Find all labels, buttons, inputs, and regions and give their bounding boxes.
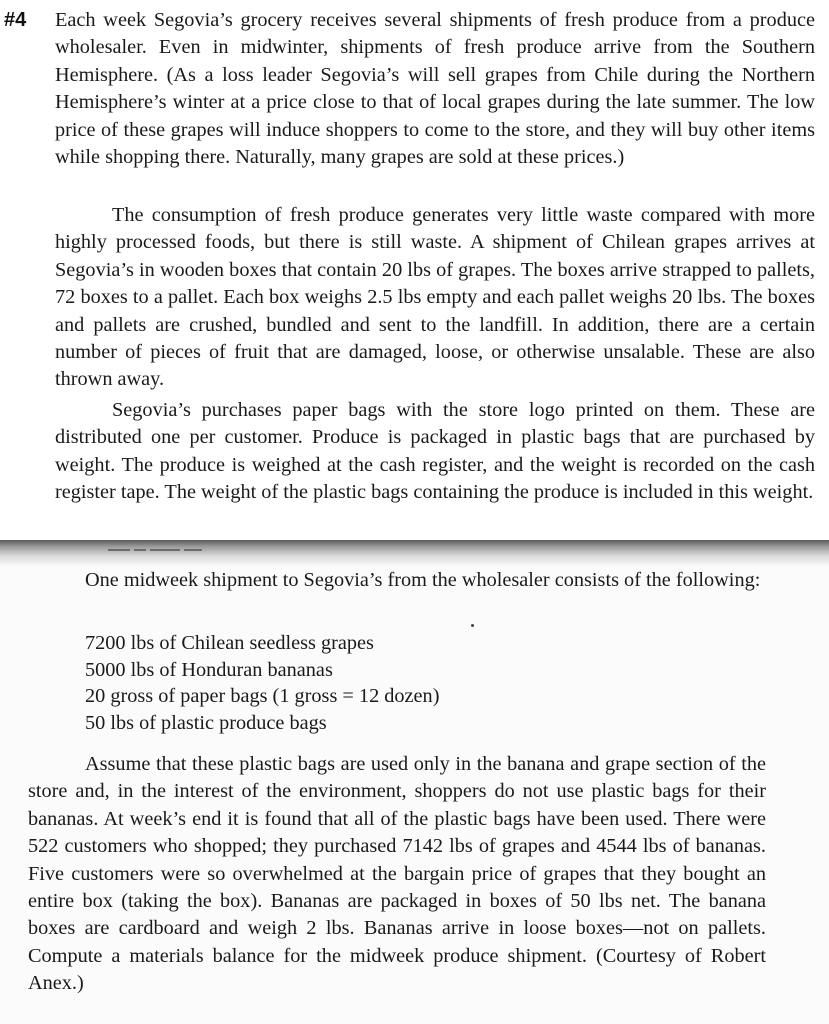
paragraph-waste: The consumption of fresh produce generates very little waste compared with more highly processed foods, but there is still waste. A shipment of Chilean grapes arrives at Segovia’s in wooden boxes that contain 20 lbs of grapes. The boxes arrive strapped to pallets, 72 boxes to a pallet. Each box weighs 2.5 lbs empty and each pallet weighs 20 lbs. The boxes and pallets are crushed, bundled and sent to the landfill. In addition, there are a certain number of pieces of fruit that are damaged, loose, or otherwise unsalable. These are also thrown away. xyxy=(55,204,815,391)
shipment-intro: One midweek shipment to Segovia’s from the wholesaler consists of the following: xyxy=(85,569,761,591)
shipment-item-bananas: 5000 lbs of Honduran bananas xyxy=(85,658,333,681)
shipment-item-paper-bags: 20 gross of paper bags (1 gross = 12 dozen) xyxy=(85,685,440,707)
shipment-item-plastic-bags: 50 lbs of plastic produce bags xyxy=(85,711,327,734)
problem-number: #4 xyxy=(4,9,27,31)
shipment-list xyxy=(85,630,439,736)
closing-paragraph: Assume that these plastic bags are used only in the banana and grape section of the store and, in the interest of the environment, shoppers do not use plastic bags for their bananas. At week’s end it is found that all of the plastic bags have been used. There were 522 customers who shopped; they purchased 7142 lbs of grapes and 4544 lbs of bananas. Five customers were so overwhelmed at the bargain price of grapes that they bought an entire box (taking the box). Bananas are packaged in boxes of 50 lbs net. The banana boxes are cardboard and weigh 2 lbs. Bananas arrive in loose boxes—not on pallets. Compute a materials balance for the midweek produce shipment. (Courtesy of Robert Anex.) xyxy=(28,753,766,995)
shipment-item-grapes: 7200 lbs of Chilean seedless grapes xyxy=(85,632,374,654)
cut-off-text-fragment xyxy=(108,549,248,556)
scan-speck xyxy=(471,624,474,627)
paragraph-bags: Segovia’s purchases paper bags with the store logo printed on them. These are distributed one per customer. Produce is packaged in plastic bags that are purchased by weight. The produce is weighed at the cash register, and the weight is recorded on the cash register tape. The weight of the plastic bags containing the produce is included in this weight. xyxy=(55,399,815,504)
paragraph-intro: Each week Segovia’s grocery receives several shipments of fresh produce from a produce wholesaler. Even in midwinter, shipments of fresh produce arrive from the Southern Hemisphere. (As a loss leader Segovia’s will sell grapes from Chile during the Northern Hemisphere’s winter at a price close to that of local grapes during the late summer. The low price of these grapes will induce shoppers to come to the store, and they will buy other items while shopping there. Naturally, many grapes are sold at these prices.) xyxy=(55,9,815,169)
